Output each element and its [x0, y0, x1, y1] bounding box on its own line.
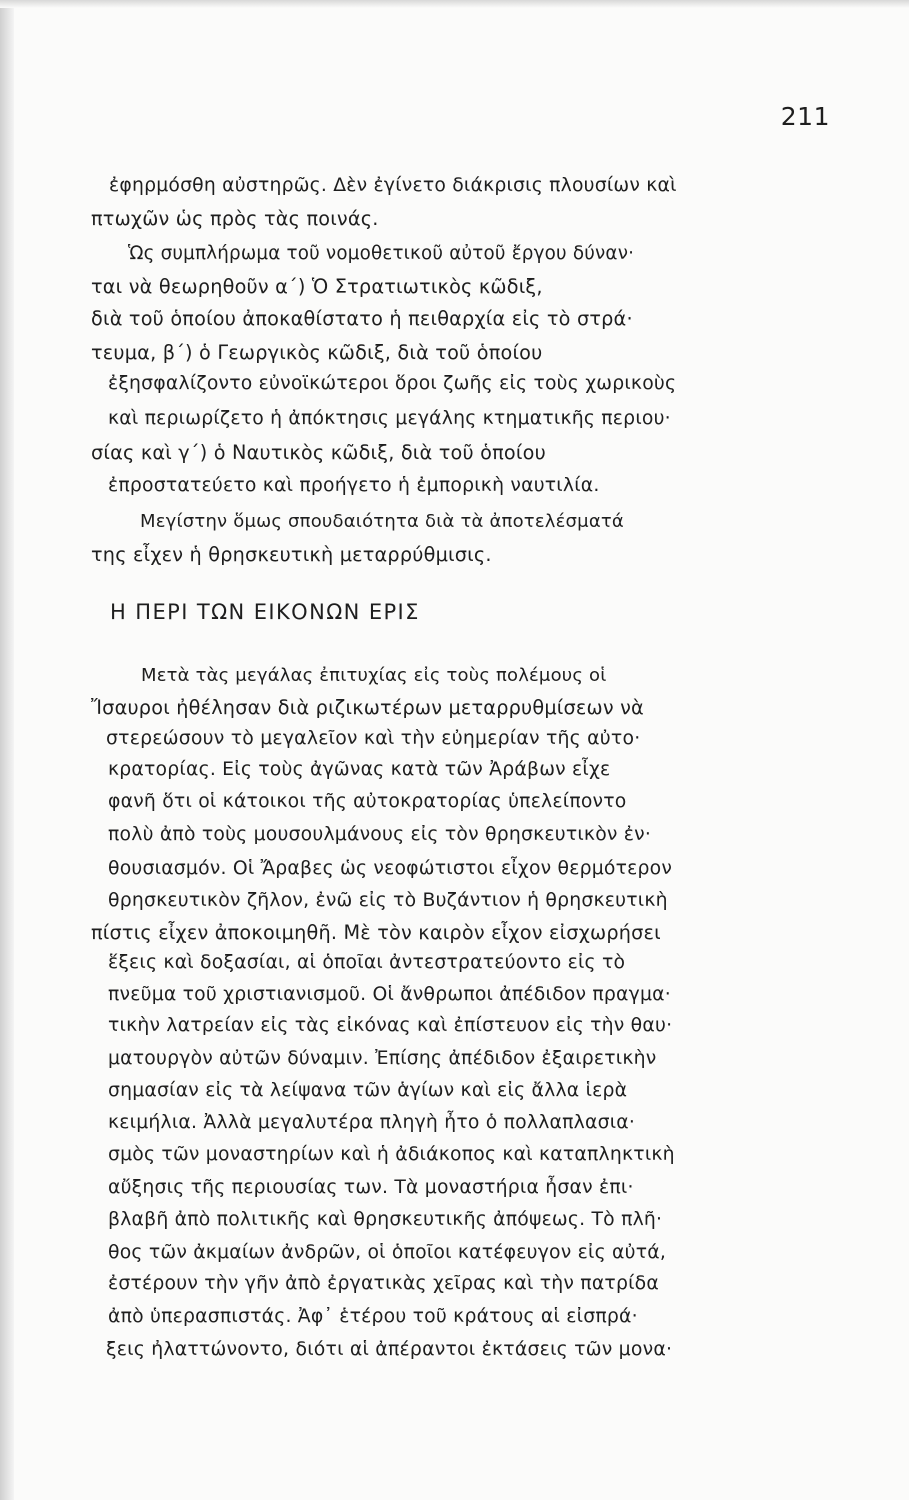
- body-text-line: σίας καὶ γ΄) ὁ Ναυτικὸς κῶδιξ, διὰ τοῦ ὁποίου: [91, 441, 546, 464]
- body-text-line: ξεις ἠλαττώνοντο, διότι αἱ ἀπέραντοι ἐκτάσεις τῶν μονα·: [106, 1338, 673, 1360]
- body-text-line: πολὺ ἀπὸ τοὺς μουσουλμάνους εἰς τὸν θρησκευτικὸν ἐν·: [108, 824, 652, 845]
- body-text-line: Ἴσαυροι ἠθέλησαν διὰ ριζικωτέρων μεταρρυθμίσεων νὰ: [91, 696, 644, 719]
- body-text-line: θουσιασμόν. Οἱ Ἄραβες ὡς νεοφώτιστοι εἶχον θερμότερον: [108, 858, 673, 879]
- body-text-line: τικὴν λατρείαν εἰς τὰς εἰκόνας καὶ ἐπίστευον εἰς τὴν θαυ·: [108, 1015, 673, 1036]
- page-top-shadow: [0, 0, 909, 8]
- body-text-line: πίστις εἶχεν ἀποκοιμηθῆ. Μὲ τὸν καιρὸν εἶχον εἰσχωρήσει: [91, 921, 661, 944]
- body-text-line: ἐφηρμόσθη αὐστηρῶς. Δὲν ἐγίνετο διάκρισις πλουσίων καὶ: [109, 175, 677, 196]
- body-text-line: βλαβῆ ἀπὸ πολιτικῆς καὶ θρησκευτικῆς ἀπόψεως. Τὸ πλῆ·: [108, 1209, 663, 1230]
- body-text-line: διὰ τοῦ ὁποίου ἀποκαθίστατο ἡ πειθαρχία εἰς τὸ στρά·: [91, 307, 633, 330]
- body-text-line: κρατορίας. Εἰς τοὺς ἀγῶνας κατὰ τῶν Ἀράβων εἶχε: [108, 759, 611, 780]
- body-text-line: θος τῶν ἀκμαίων ἀνδρῶν, οἱ ὁποῖοι κατέφευγον εἰς αὐτά,: [108, 1242, 667, 1263]
- body-text-line: καὶ περιωρίζετο ἡ ἀπόκτησις μεγάλης κτηματικῆς περιου·: [108, 408, 671, 429]
- body-text-line: σημασίαν εἰς τὰ λείψανα τῶν ἁγίων καὶ εἰς ἄλλα ἱερὰ: [108, 1080, 628, 1101]
- body-text-line: ἐστέρουν τὴν γῆν ἀπὸ ἐργατικὰς χεῖρας καὶ τὴν πατρίδα: [108, 1273, 659, 1294]
- body-text-line: φανῆ ὅτι οἱ κάτοικοι τῆς αὐτοκρατορίας ὑπελείποντο: [108, 791, 627, 812]
- body-text-line: αὔξησις τῆς περιουσίας των. Τὰ μοναστήρια ἦσαν ἐπι·: [108, 1177, 634, 1198]
- page-number: 211: [780, 102, 830, 131]
- body-text-line: ἐξησφαλίζοντο εὐνοϊκώτεροι ὅροι ζωῆς εἰς τοὺς χωρικοὺς: [108, 373, 677, 394]
- body-text-line: ἕξεις καὶ δοξασίαι, αἱ ὁποῖαι ἀντεστρατεύοντο εἰς τὸ: [108, 952, 626, 973]
- body-text-line: της εἶχεν ἡ θρησκευτικὴ μεταρρύθμισις.: [91, 543, 492, 566]
- body-text-line: σμὸς τῶν μοναστηρίων καὶ ἡ ἀδιάκοπος καὶ καταπληκτικὴ: [108, 1144, 675, 1165]
- body-text-line: κειμήλια. Ἀλλὰ μεγαλυτέρα πληγὴ ἦτο ὁ πολλαπλασια·: [108, 1112, 636, 1133]
- body-text-line: ματουργὸν αὐτῶν δύναμιν. Ἐπίσης ἀπέδιδον ἐξαιρετικὴν: [108, 1048, 657, 1069]
- body-text-line: Ὡς συμπλήρωμα τοῦ νομοθετικοῦ αὐτοῦ ἔργου δύναν·: [128, 243, 635, 264]
- body-text-line: ται νὰ θεωρηθοῦν α΄) Ὁ Στρατιωτικὸς κῶδιξ,: [91, 275, 543, 298]
- section-heading: Η ΠΕΡΙ ΤΩΝ ΕΙΚΟΝΩΝ ΕΡΙΣ: [110, 600, 420, 624]
- body-text-line: ἀπὸ ὑπερασπιστάς. Ἀφ᾿ ἑτέρου τοῦ κράτους αἱ εἰσπρά·: [108, 1306, 638, 1327]
- body-text-line: θρησκευτικὸν ζῆλον, ἐνῶ εἰς τὸ Βυζάντιον ἡ θρησκευτικὴ: [108, 890, 668, 911]
- body-text-line: Μετὰ τὰς μεγάλας ἐπιτυχίας εἰς τοὺς πολέμους οἱ: [141, 665, 607, 686]
- body-text-line: ἐπροστατεύετο καὶ προήγετο ἡ ἐμπορικὴ ναυτιλία.: [108, 475, 600, 496]
- page-binding-shadow: [0, 0, 14, 1500]
- body-text-line: πτωχῶν ὡς πρὸς τὰς ποινάς.: [91, 207, 379, 230]
- body-text-line: τευμα, β΄) ὁ Γεωργικὸς κῶδιξ, διὰ τοῦ ὁποίου: [91, 341, 543, 364]
- body-text-line: Μεγίστην ὅμως σπουδαιότητα διὰ τὰ ἀποτελέσματά: [140, 511, 624, 532]
- body-text-line: στερεώσουν τὸ μεγαλεῖον καὶ τὴν εὐημερίαν τῆς αὐτο·: [106, 727, 641, 749]
- body-text-line: πνεῦμα τοῦ χριστιανισμοῦ. Οἱ ἄνθρωποι ἀπέδιδον πραγμα·: [108, 984, 671, 1005]
